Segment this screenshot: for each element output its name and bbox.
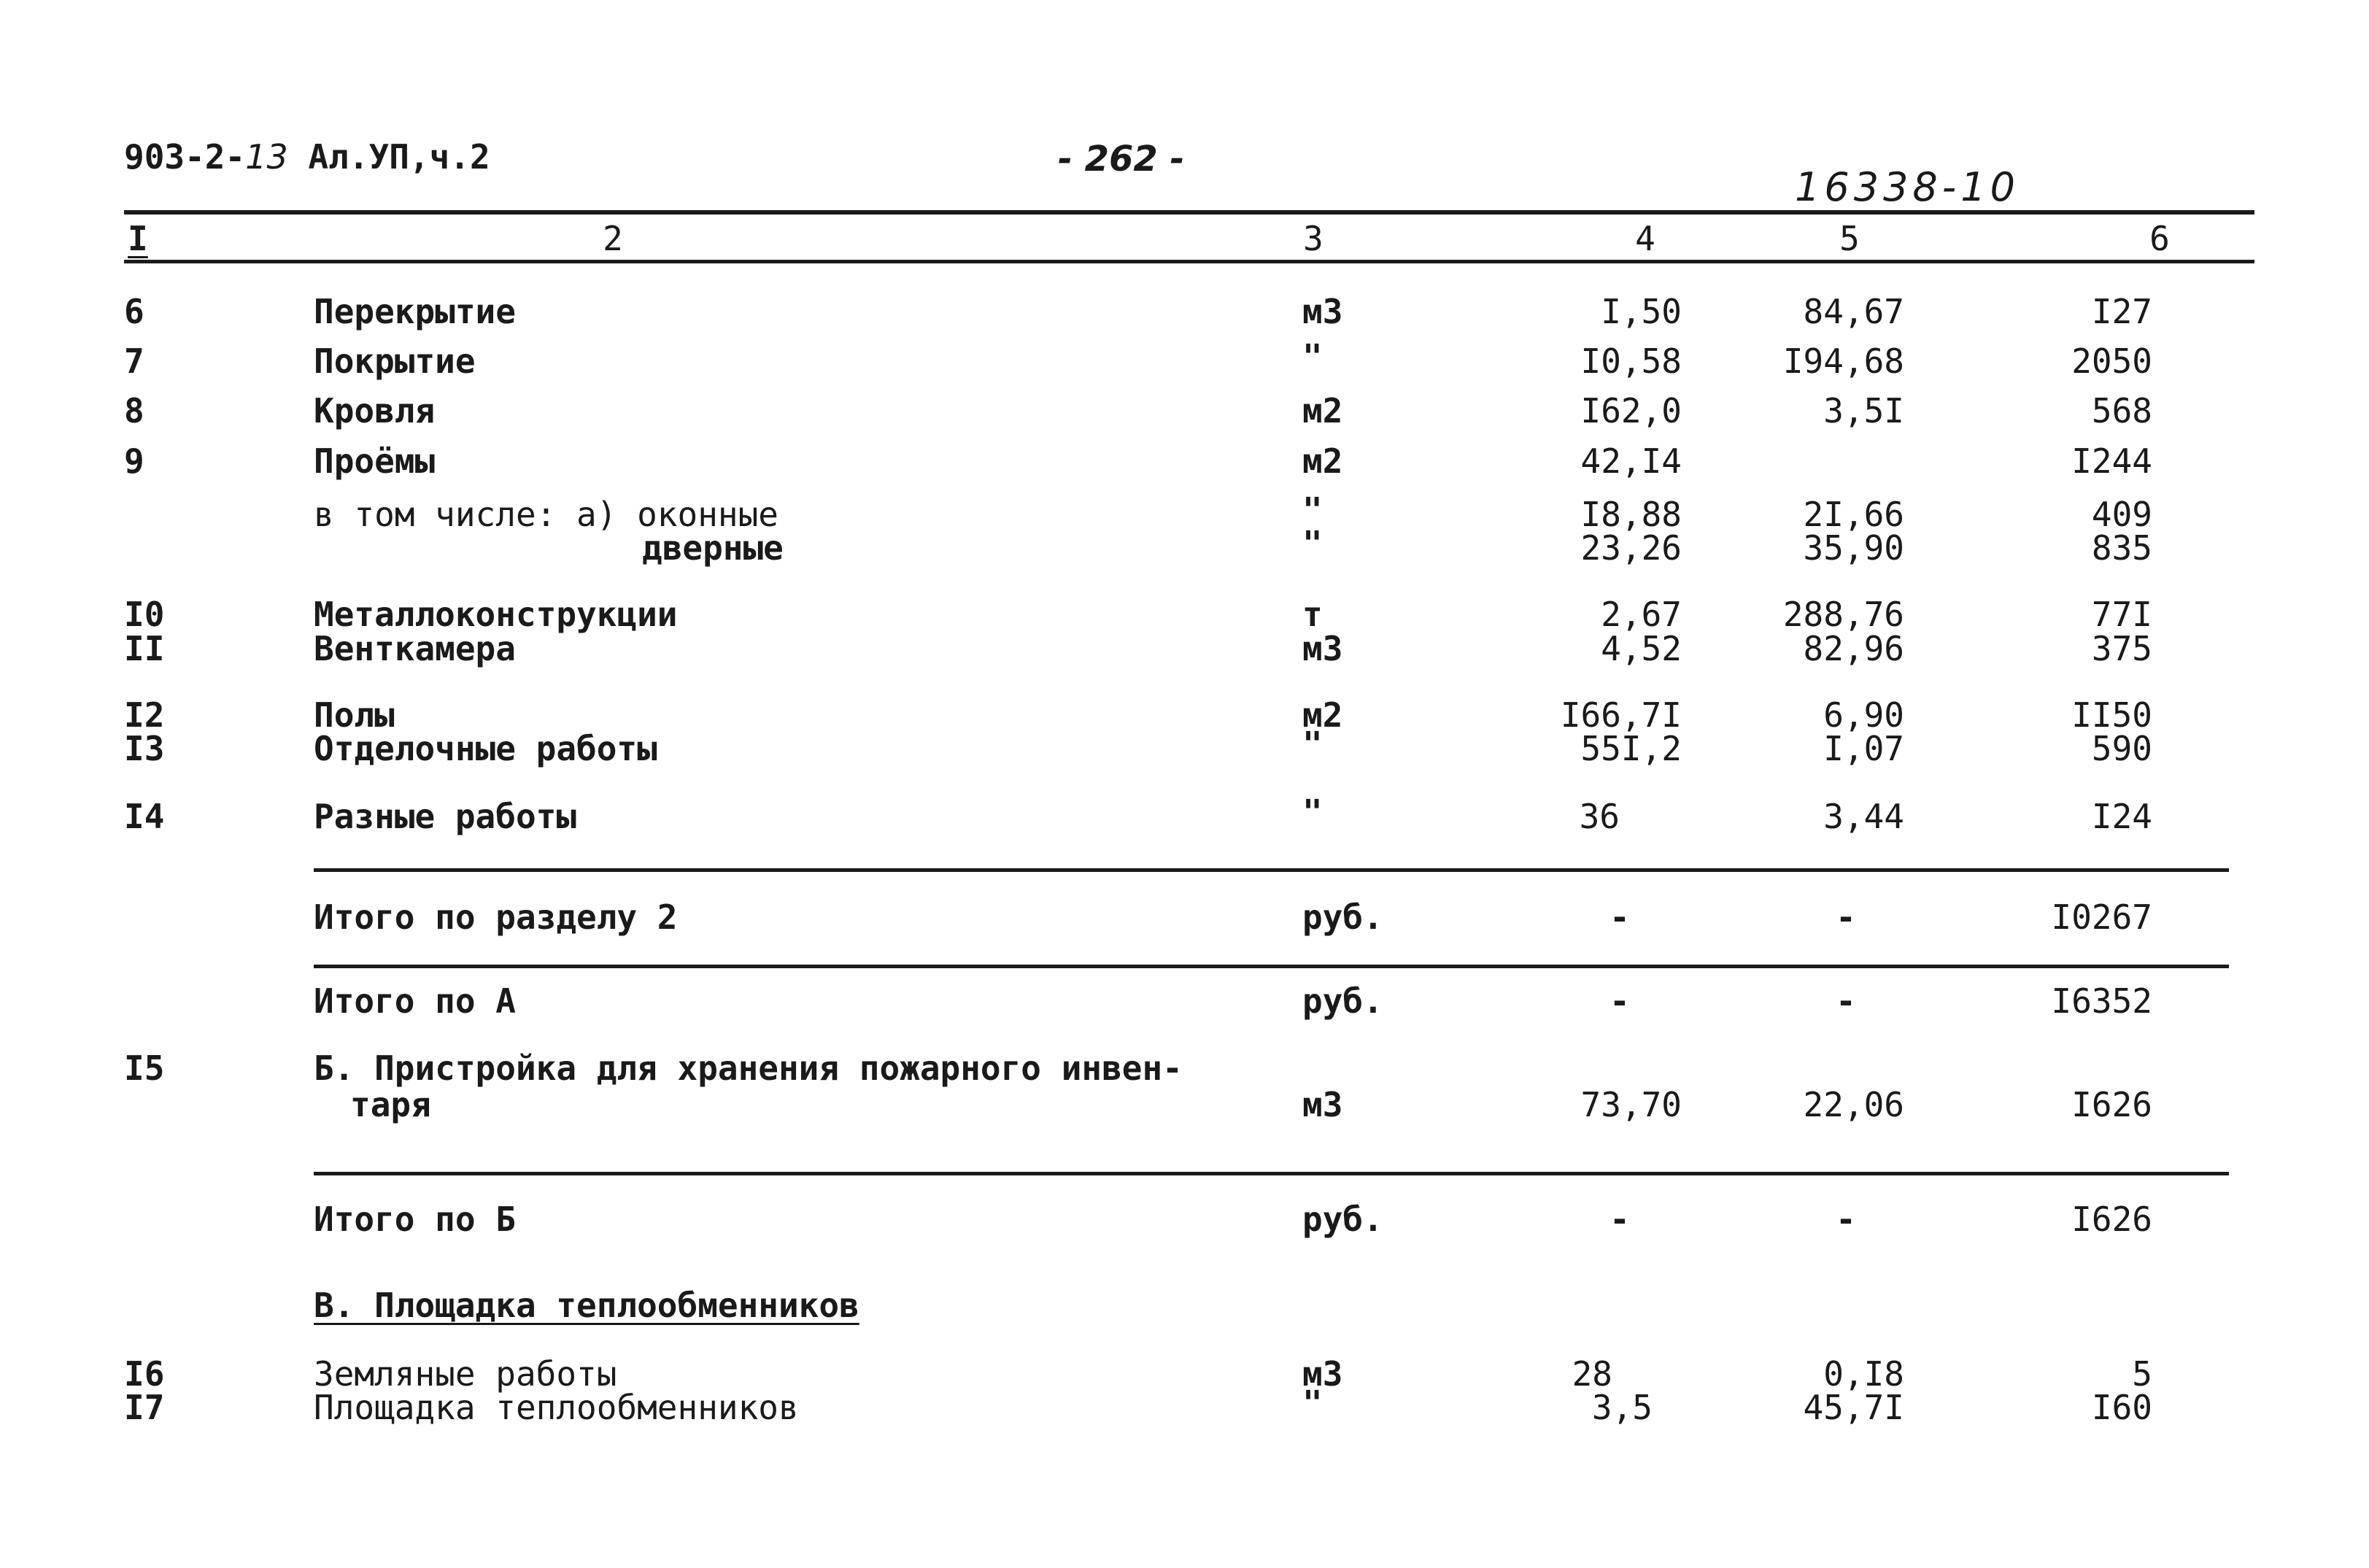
row-col5: 3,5I	[1823, 391, 1904, 430]
row-number: II	[124, 629, 165, 668]
row-unit: "	[1302, 1383, 1323, 1423]
row-unit: м2	[1302, 441, 1343, 481]
document-code-suffix: Ал.УП,ч.2	[308, 137, 490, 177]
total-col5: -	[1836, 897, 1856, 937]
document-code	[124, 137, 490, 177]
row-col6: 2050	[2071, 341, 2152, 381]
row-col6: 590	[2091, 729, 2152, 768]
total-col6: I0267	[2051, 897, 2152, 937]
row-name: Площадка теплообменников	[314, 1388, 799, 1427]
row-col6: I27	[2091, 292, 2152, 331]
total-name: Итого по разделу 2	[314, 897, 678, 937]
row-col5: 3,44	[1823, 797, 1904, 836]
row-col4: 28	[1572, 1354, 1612, 1394]
archive-stamp: 16338-10	[1795, 164, 2020, 210]
row-col4: 73,70	[1580, 1085, 1682, 1124]
row-col6: 835	[2091, 528, 2152, 568]
row-col6: I244	[2071, 441, 2152, 481]
total-unit: руб.	[1302, 981, 1383, 1021]
row-name-line1: Б. Пристройка для хранения пожарного инвен-	[314, 1048, 1183, 1088]
row-col4: I0,58	[1580, 341, 1682, 381]
divider-line	[314, 965, 2229, 968]
row-col6: 5	[2132, 1354, 2152, 1394]
total-col4: -	[1609, 897, 1630, 937]
header-rule-bottom	[124, 260, 2254, 263]
page-number: - 262 -	[1058, 139, 1185, 179]
row-col4: I62,0	[1580, 391, 1682, 430]
total-col6: I626	[2071, 1200, 2152, 1239]
document-code-prefix: 903-2-	[124, 137, 246, 177]
row-col6: I626	[2071, 1085, 2152, 1124]
row-unit: м2	[1302, 695, 1343, 735]
row-unit: "	[1302, 524, 1323, 563]
row-unit: "	[1302, 725, 1323, 764]
column-header-3: 3	[1303, 219, 1323, 258]
row-name: Покрытие	[314, 341, 476, 381]
row-col5: I94,68	[1782, 341, 1904, 381]
column-header-2: 2	[603, 219, 623, 258]
total-col4: -	[1609, 981, 1630, 1021]
row-col5: 35,90	[1803, 528, 1904, 568]
total-name: Итого по А	[314, 981, 516, 1021]
row-number: I7	[124, 1388, 165, 1427]
row-unit: "	[1302, 337, 1323, 376]
row-unit: м3	[1302, 629, 1343, 668]
row-col4: I8,88	[1580, 495, 1682, 534]
divider-line	[314, 868, 2229, 872]
row-unit: "	[1302, 490, 1323, 530]
row-number: I4	[124, 797, 165, 836]
row-number: I6	[124, 1354, 165, 1394]
row-col5: 84,67	[1803, 292, 1904, 331]
row-number: I3	[124, 729, 165, 768]
row-col6: I24	[2091, 797, 2152, 836]
row-col5: 45,7I	[1803, 1388, 1904, 1427]
total-col4: -	[1609, 1200, 1630, 1239]
total-col5: -	[1836, 981, 1856, 1021]
row-col4: 3,5	[1591, 1388, 1653, 1427]
divider-line	[314, 1172, 2229, 1175]
row-name: Полы	[314, 695, 395, 735]
column-header-5: 5	[1839, 219, 1860, 258]
row-unit: т	[1302, 595, 1323, 634]
row-col4: 23,26	[1580, 528, 1682, 568]
row-name: Венткамера	[314, 629, 516, 668]
row-name: в том числе: а) оконные	[314, 495, 778, 534]
row-number: 8	[124, 391, 144, 430]
row-col5: 0,I8	[1823, 1354, 1904, 1394]
row-col6: 409	[2091, 495, 2152, 534]
row-col5: 82,96	[1803, 629, 1904, 668]
row-col5: 22,06	[1803, 1085, 1904, 1124]
row-col4: 2,67	[1601, 595, 1682, 634]
row-name-line2: таря	[350, 1085, 431, 1124]
column-header-6: 6	[2149, 219, 2170, 258]
row-col4: I,50	[1601, 292, 1682, 331]
row-number: I0	[124, 595, 165, 634]
row-col4: 36	[1579, 797, 1620, 836]
row-number: 6	[124, 292, 144, 331]
row-col5: 288,76	[1782, 595, 1904, 634]
row-name: Разные работы	[314, 797, 577, 836]
total-unit: руб.	[1302, 1200, 1383, 1239]
row-col6: 568	[2091, 391, 2152, 430]
row-col6: II50	[2071, 695, 2152, 735]
row-unit: м2	[1302, 391, 1343, 430]
row-name: Отделочные работы	[314, 729, 657, 768]
total-name: Итого по Б	[314, 1200, 516, 1239]
row-unit: м3	[1302, 1354, 1343, 1394]
row-name: Кровля	[314, 391, 436, 430]
row-unit: "	[1302, 792, 1323, 832]
row-number: I2	[124, 695, 165, 735]
row-col5: 6,90	[1823, 695, 1904, 735]
row-name: дверные	[642, 528, 784, 568]
row-name: Металлоконструкции	[314, 595, 678, 634]
row-unit: м3	[1302, 292, 1343, 331]
total-col5: -	[1836, 1200, 1856, 1239]
row-col6: 375	[2091, 629, 2152, 668]
row-col6: 77I	[2091, 595, 2152, 634]
row-name: Земляные работы	[314, 1354, 617, 1394]
column-header-4: 4	[1635, 219, 1655, 258]
row-col6: I60	[2091, 1388, 2152, 1427]
row-unit: м3	[1302, 1085, 1343, 1124]
row-number: 9	[124, 441, 144, 481]
row-name: Перекрытие	[314, 292, 516, 331]
section-v-title: В. Площадка теплообменников	[314, 1286, 859, 1325]
row-name: Проёмы	[314, 441, 436, 481]
row-col5: 2I,66	[1803, 495, 1904, 534]
document-code-handwritten: 13	[245, 137, 288, 177]
column-header-1: I	[128, 219, 148, 258]
row-col4: I66,7I	[1560, 695, 1682, 735]
row-number: I5	[124, 1048, 165, 1088]
row-col4: 55I,2	[1580, 729, 1682, 768]
total-col6: I6352	[2051, 981, 2152, 1021]
total-unit: руб.	[1302, 897, 1383, 937]
header-rule-top	[124, 210, 2254, 215]
row-col5: I,07	[1823, 729, 1904, 768]
row-number: 7	[124, 341, 144, 381]
row-col4: 4,52	[1601, 629, 1682, 668]
row-col4: 42,I4	[1580, 441, 1682, 481]
